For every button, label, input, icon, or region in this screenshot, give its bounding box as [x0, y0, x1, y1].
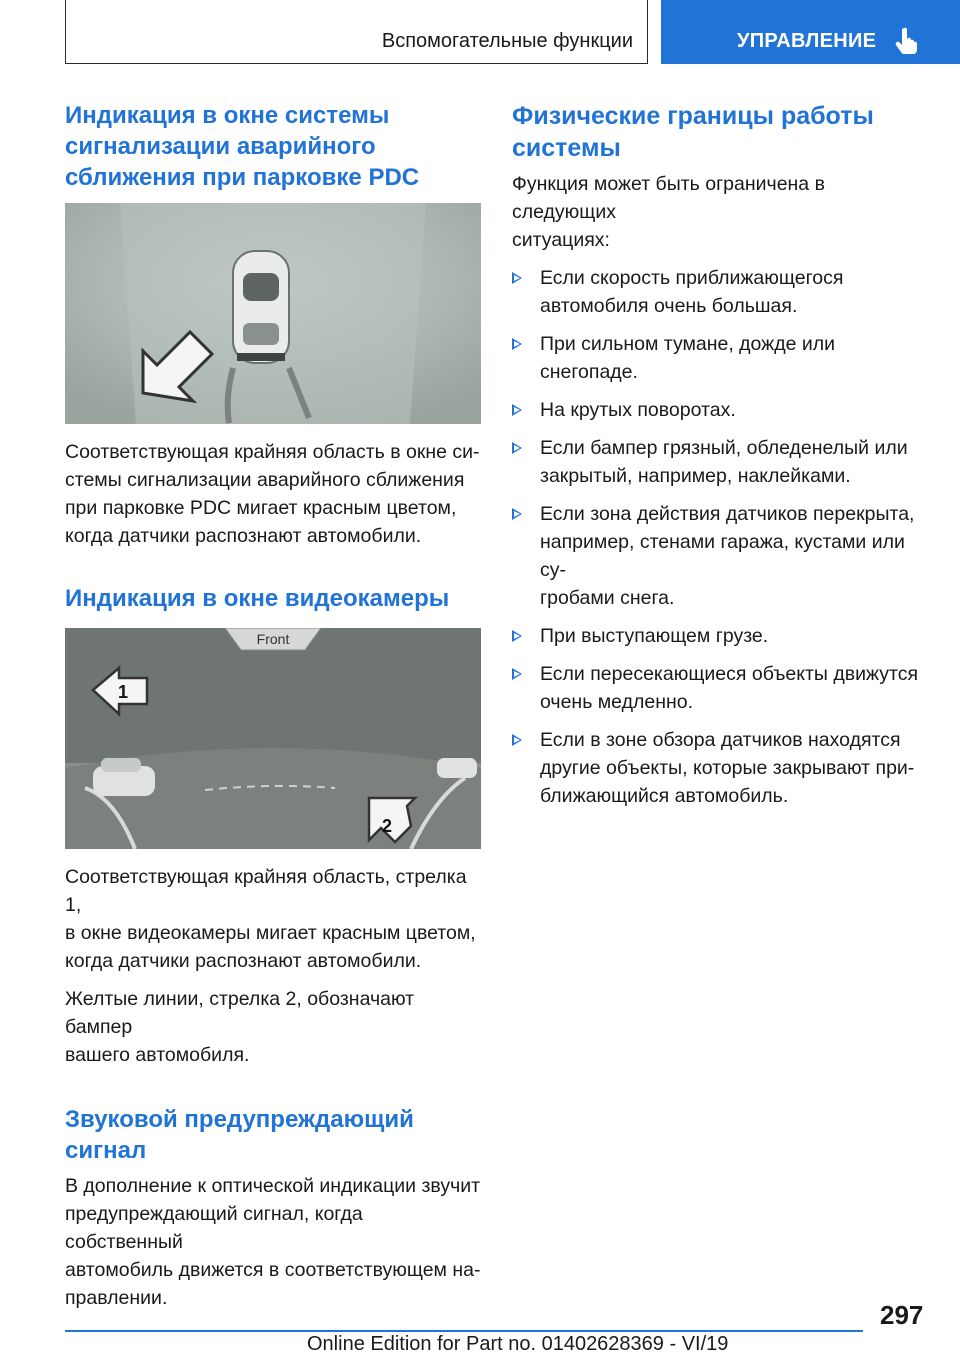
bullet-triangle-icon	[512, 734, 522, 746]
heading-system-limits: Физические границы работы системы	[512, 102, 874, 162]
header-section-title: Вспомогательные функции	[381, 30, 633, 52]
list-item: При сильном тумане, дожде или снегопаде.	[512, 330, 932, 386]
list-item: На крутых поворотах.	[512, 396, 932, 424]
parked-car-right	[437, 758, 477, 778]
chapter-tab-label: УПРАВЛЕНИЕ	[737, 30, 877, 52]
list-item: Если зона действия датчиков перекрыта, например, стенами гаража, кустами или су- гробами снега.	[512, 500, 932, 612]
footer-divider	[65, 1330, 863, 1332]
pdc-figure-caption: Соответствующая крайняя область в окне си- стемы сигнализации аварийного сближения при парковке PDC мигает красным цветом, когда датчики распознают автомобили.	[65, 441, 480, 547]
list-item: При выступающем грузе.	[512, 622, 932, 650]
svg-text:2: 2	[381, 816, 393, 836]
heading-camera-window: Индикация в окне видеокамеры	[65, 585, 450, 612]
bullet-triangle-icon	[512, 442, 522, 454]
page-number: 297	[880, 1300, 924, 1330]
header-chapter-tab	[661, 0, 960, 64]
hand-pointer-icon	[895, 26, 921, 54]
footer-edition: Online Edition for Part no. 01402628369 - VI/19	[307, 1333, 729, 1355]
camera-figure-caption: Соответствующая крайняя область, стрелка 1, в окне видеокамеры мигает красным цветом, когда датчики распознают автомобили.	[65, 866, 476, 972]
header-section-box	[65, 0, 648, 64]
limits-intro: Функция может быть ограничена в следующих ситуациях:	[512, 173, 825, 251]
list-item: Если в зоне обзора датчиков находятся другие объекты, которые закрывают при- ближающийся автомобиль.	[512, 726, 932, 810]
bullet-triangle-icon	[512, 630, 522, 642]
left-column	[65, 100, 481, 1312]
bullet-triangle-icon	[512, 272, 522, 284]
audible-warning-text: В дополнение к оптической индикации звучит предупреждающий сигнал, когда собственный автомобиль движется в соответствующем на- правлении.	[65, 1175, 481, 1309]
list-item: Если скорость приближающегося автомобиля очень большая.	[512, 264, 932, 320]
bullet-triangle-icon	[512, 508, 522, 520]
front-label: Front	[256, 631, 290, 647]
bullet-triangle-icon	[512, 404, 522, 416]
limits-list	[512, 264, 932, 810]
heading-audible-warning: Звуковой предупреждающий сигнал	[65, 1106, 414, 1164]
bullet-triangle-icon	[512, 338, 522, 350]
camera-figure-note: Желтые линии, стрелка 2, обозначают бампер вашего автомобиля.	[65, 988, 415, 1066]
heading-pdc-window: Индикация в окне системы сигнализации аварийного сближения при парковке PDC	[65, 102, 420, 191]
pdc-display-figure	[65, 203, 481, 424]
svg-text:1: 1	[117, 682, 129, 702]
camera-display-figure	[65, 628, 481, 849]
right-column	[512, 100, 932, 810]
list-item: Если бампер грязный, обледенелый или закрытый, например, наклейками.	[512, 434, 932, 490]
car-top-view	[233, 251, 289, 363]
bullet-triangle-icon	[512, 668, 522, 680]
list-item: Если пересекающиеся объекты движутся очень медленно.	[512, 660, 932, 716]
